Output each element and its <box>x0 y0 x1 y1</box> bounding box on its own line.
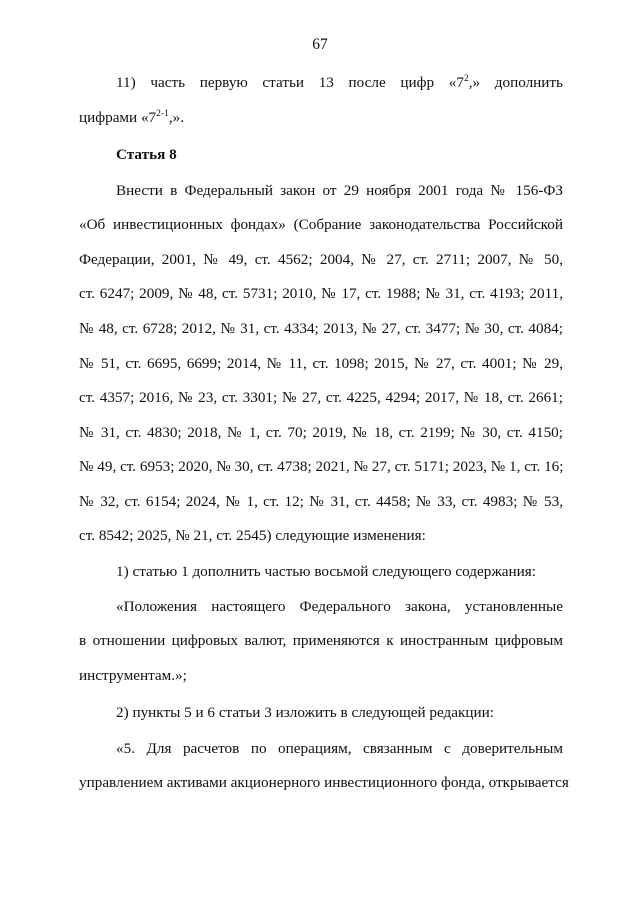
item-11-line-2 <box>79 108 563 128</box>
intro-line: № 48, ст. 6728; 2012, № 31, ст. 4334; 2013, № 27, ст. 3477; № 30, ст. 4084; <box>79 320 563 337</box>
intro-line: ст. 6247; 2009, № 48, ст. 5731; 2010, № 17, ст. 1988; № 31, ст. 4193; 2011, <box>79 285 563 302</box>
intro-line: № 51, ст. 6695, 6699; 2014, № 11, ст. 1098; 2015, № 27, ст. 4001; № 29, <box>79 355 563 372</box>
page-number: 67 <box>312 36 328 53</box>
item-2: 2) пункты 5 и 6 статьи 3 изложить в следующей редакции: <box>116 704 494 721</box>
intro-line: № 32, ст. 6154; 2024, № 1, ст. 12; № 31, ст. 4458; № 33, ст. 4983; № 53, <box>79 493 563 510</box>
item-5-line: «5. Для расчетов по операциям, связанным с доверительным <box>116 740 563 757</box>
intro-line: ст. 4357; 2016, № 23, ст. 3301; № 27, ст. 4225, 4294; 2017, № 18, ст. 2661; <box>79 389 563 406</box>
quote-line: инструментам.»; <box>79 667 187 684</box>
intro-line: «Об инвестиционных фондах» (Собрание законодательства Российской <box>79 216 563 233</box>
item-1: 1) статью 1 дополнить частью восьмой следующего содержания: <box>116 563 537 580</box>
article-heading: Статья 8 <box>116 146 177 163</box>
item-5-line: управлением активами акционерного инвестиционного фонда, открывается <box>79 774 569 791</box>
quote-line: в отношении цифровых валют, применяются к иностранным цифровым <box>79 632 563 649</box>
item-11-superscript-a: 2 <box>463 74 469 84</box>
quote-line: «Положения настоящего Федерального закона, установленные <box>116 598 563 615</box>
item-11-text-d: ,». <box>168 109 185 126</box>
item-11-text-c: цифрами «7 <box>79 109 157 126</box>
item-11-text-a: 11) часть первую статьи 13 после цифр «7 <box>116 74 464 91</box>
intro-line: Федерации, 2001, № 49, ст. 4562; 2004, № 27, ст. 2711; 2007, № 50, <box>79 251 563 268</box>
intro-line: ст. 8542; 2025, № 21, ст. 2545) следующие изменения: <box>79 527 426 544</box>
item-11-text-b: ,» дополнить <box>468 74 563 91</box>
item-11-line-1 <box>116 73 563 93</box>
intro-line: № 31, ст. 4830; 2018, № 1, ст. 70; 2019, № 18, ст. 2199; № 30, ст. 4150; <box>79 424 563 441</box>
intro-line: № 49, ст. 6953; 2020, № 30, ст. 4738; 2021, № 27, ст. 5171; 2023, № 1, ст. 16; <box>79 458 564 475</box>
intro-line: Внести в Федеральный закон от 29 ноября 2001 года № 156-ФЗ <box>116 182 563 199</box>
item-11-superscript-b: 2-1 <box>156 109 169 119</box>
